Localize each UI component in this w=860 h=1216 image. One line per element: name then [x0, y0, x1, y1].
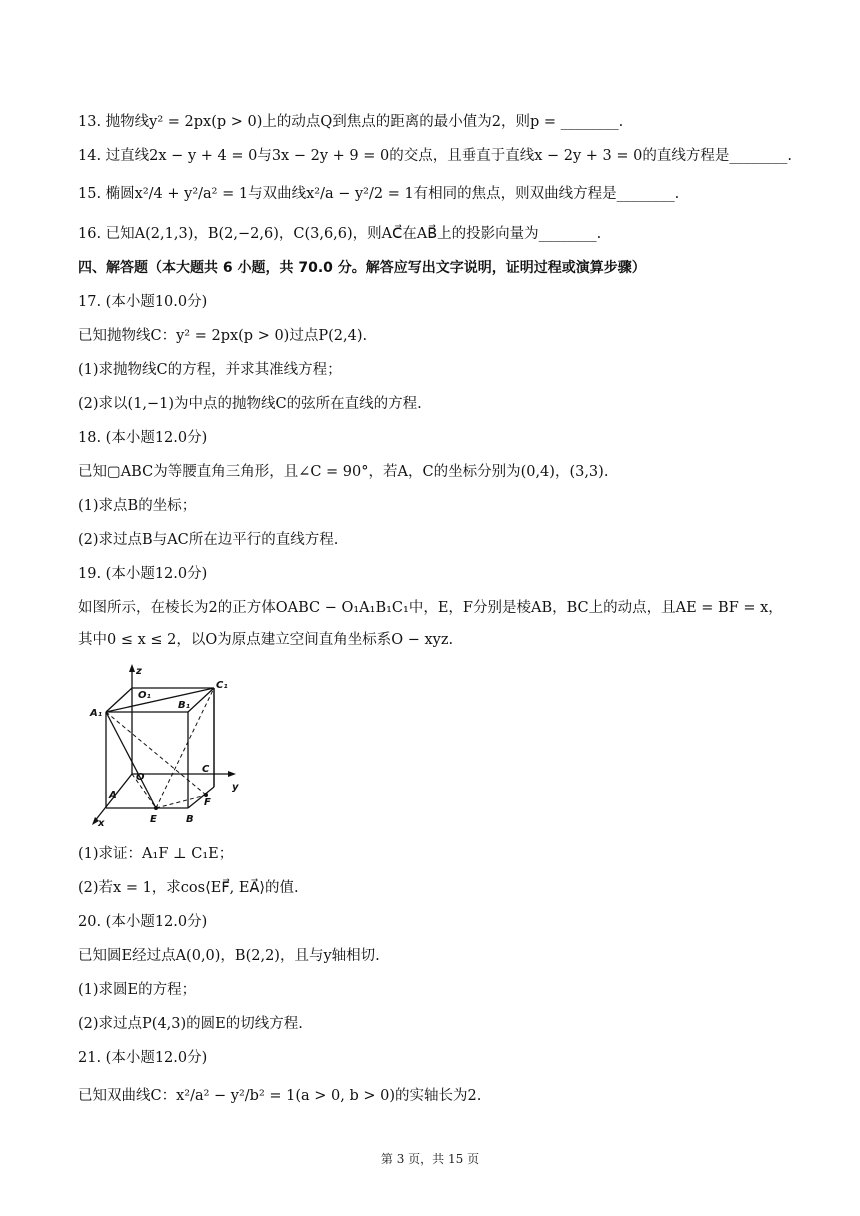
question-18-stem: 已知▢ABC为等腰直角三角形，且∠C = 90°，若A，C的坐标分别为(0,4)，(3,3). [78, 464, 609, 480]
question-17-part1: (1)求抛物线C的方程，并求其准线方程； [78, 362, 342, 378]
label-O: O [136, 772, 145, 783]
page-footer: 第 3 页，共 15 页 [380, 1152, 480, 1166]
question-19-part1: (1)求证：A₁F ⊥ C₁E； [78, 846, 234, 862]
question-19-part2: (2)若x = 1，求cos⟨EF⃗, EA⃗⟩的值. [78, 880, 299, 896]
cube-figure [84, 662, 250, 830]
question-20-part2: (2)求过点P(4,3)的圆E的切线方程. [78, 1016, 303, 1032]
question-15: 15. 椭圆x²/4 + y²/a² = 1与双曲线x²/a − y²/2 = 1有相同的焦点，则双曲线方程是________. [78, 186, 680, 202]
question-17-header: 17. (本小题10.0分) [78, 294, 208, 310]
section-heading: 四、解答题（本大题共 6 小题，共 70.0 分。解答应写出文字说明，证明过程或演算步骤） [78, 260, 646, 276]
label-x: x [98, 818, 105, 829]
label-C1: C₁ [216, 680, 228, 691]
label-y: y [232, 782, 239, 793]
label-O1: O₁ [138, 690, 151, 701]
label-F: F [204, 797, 211, 808]
question-18-part2: (2)求过点B与AC所在边平行的直线方程. [78, 532, 339, 548]
label-z: z [136, 666, 142, 677]
label-E: E [150, 814, 157, 825]
question-20-part1: (1)求圆E的方程； [78, 982, 197, 998]
question-16: 16. 已知A(2,1,3)，B(2,−2,6)，C(3,6,6)，则AC⃗在AB⃗上的投影向量为________. [78, 226, 602, 242]
question-19-stem-2: 其中0 ≤ x ≤ 2，以O为原点建立空间直角坐标系O − xyz. [78, 632, 454, 648]
question-17-part2: (2)求以(1,−1)为中点的抛物线C的弦所在直线的方程. [78, 396, 422, 412]
question-20-stem: 已知圆E经过点A(0,0)，B(2,2)，且与y轴相切. [78, 948, 380, 964]
label-C: C [202, 764, 210, 775]
question-21-stem: 已知双曲线C：x²/a² − y²/b² = 1(a > 0, b > 0)的实轴长为2. [78, 1088, 482, 1104]
question-20-header: 20. (本小题12.0分) [78, 914, 208, 930]
question-14: 14. 过直线2x − y + 4 = 0与3x − 2y + 9 = 0的交点，且垂直于直线x − 2y + 3 = 0的直线方程是________. [78, 148, 792, 164]
question-13: 13. 抛物线y² = 2px(p > 0)上的动点Q到焦点的距离的最小值为2，则p = ________. [78, 114, 624, 130]
question-17-stem: 已知抛物线C：y² = 2px(p > 0)过点P(2,4). [78, 328, 368, 344]
label-B1: B₁ [178, 700, 191, 711]
question-19-stem-1: 如图所示，在棱长为2的正方体OABC − O₁A₁B₁C₁中，E，F分别是棱AB，BC上的动点，且AE = BF = x， [78, 600, 783, 616]
question-18-header: 18. (本小题12.0分) [78, 430, 208, 446]
label-A1: A₁ [90, 708, 103, 719]
question-21-header: 21. (本小题12.0分) [78, 1050, 208, 1066]
label-A: A [109, 790, 117, 801]
question-19-header: 19. (本小题12.0分) [78, 566, 208, 582]
question-18-part1: (1)求点B的坐标； [78, 498, 197, 514]
label-B: B [186, 814, 194, 825]
